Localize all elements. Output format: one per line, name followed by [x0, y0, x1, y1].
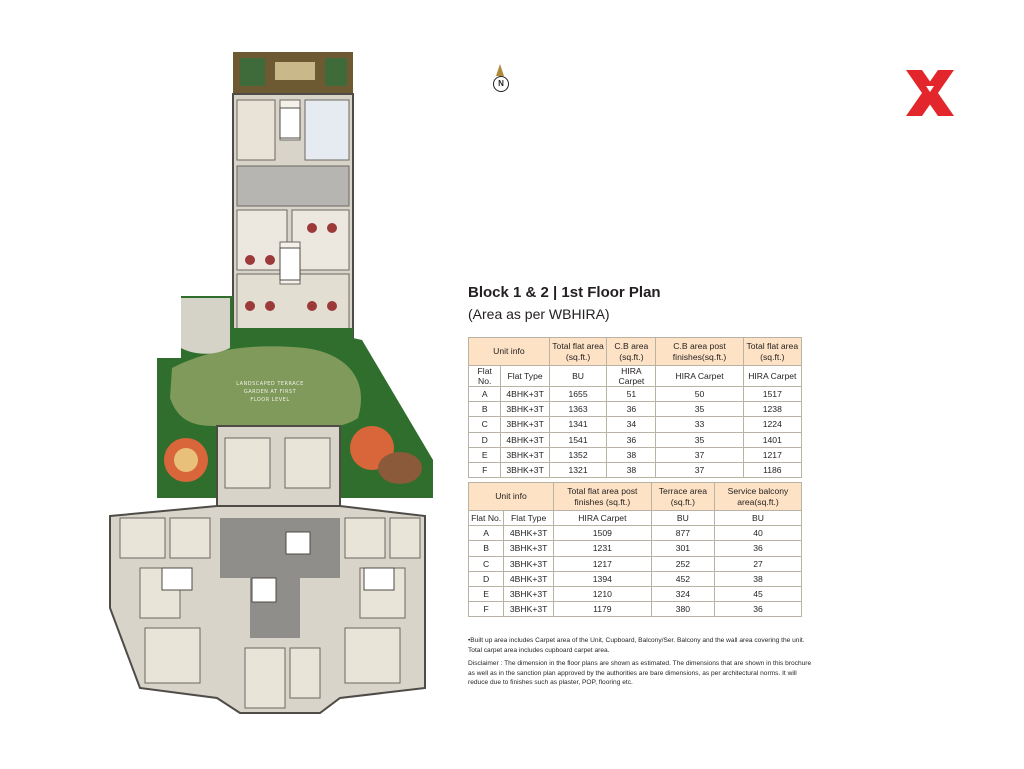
table-cell: 35 — [656, 432, 743, 447]
table-row — [469, 541, 802, 556]
subheader-cell: BU — [549, 366, 607, 387]
table-cell: 3BHK+3T — [501, 447, 549, 462]
table-cell: 3BHK+3T — [501, 417, 549, 432]
garden-label-line-1: LANDSCAPED TERRACE — [236, 381, 304, 387]
table-cell: 3BHK+3T — [504, 586, 554, 601]
table-cell: F — [469, 462, 501, 477]
table-cell: 1238 — [743, 402, 801, 417]
table-row — [469, 402, 802, 417]
total-flat-area-carpet-header: Total flat area (sq.ft.) — [743, 338, 801, 366]
table-cell: C — [469, 417, 501, 432]
table-cell: 877 — [651, 526, 714, 541]
table-cell: 40 — [715, 526, 802, 541]
table-cell: 1321 — [549, 462, 607, 477]
table-cell: 452 — [651, 571, 714, 586]
table-cell: 36 — [715, 602, 802, 617]
table-cell: 1217 — [553, 556, 651, 571]
total-flat-area-header: Total flat area (sq.ft.) — [549, 338, 607, 366]
table-cell: 3BHK+3T — [504, 541, 554, 556]
table-cell: D — [469, 571, 504, 586]
table-cell: 1341 — [549, 417, 607, 432]
subheader-cell: HIRA Carpet — [743, 366, 801, 387]
table-cell: B — [469, 402, 501, 417]
table-cell: 4BHK+3T — [504, 571, 554, 586]
unit-info-header: Unit info — [469, 338, 550, 366]
table-cell: 36 — [607, 402, 656, 417]
table-cell: 301 — [651, 541, 714, 556]
table-cell: 1655 — [549, 387, 607, 402]
subheader-cell: Flat Type — [501, 366, 549, 387]
table-row — [469, 432, 802, 447]
floor-plan-illustration — [100, 48, 445, 718]
area-table-1 — [468, 337, 802, 478]
disclaimer-note: Disclaimer : The dimension in the floor plans are shown as estimated. The dimensions that are shown in this brochure as well as in the sanction plan approved by the authorities are bare dimensions, as per architectural norms. It will reduce due to finishes such as plaster, POP, flooring etc. — [468, 660, 812, 687]
terrace-area-header: Terrace area (sq.ft.) — [651, 483, 714, 511]
area-table-2 — [468, 482, 802, 617]
table-row — [469, 447, 802, 462]
table-cell: D — [469, 432, 501, 447]
table-cell: 1217 — [743, 447, 801, 462]
table-row — [469, 526, 802, 541]
table-1-body — [469, 366, 802, 478]
table-row — [469, 417, 802, 432]
table-cell: 37 — [656, 462, 743, 477]
table-cell: A — [469, 526, 504, 541]
table-cell: 36 — [607, 432, 656, 447]
subheader-cell: HIRA Carpet — [656, 366, 743, 387]
table-cell: 4BHK+3T — [501, 432, 549, 447]
table-row — [469, 387, 802, 402]
table-cell: 380 — [651, 602, 714, 617]
service-balcony-header: Service balcony area(sq.ft.) — [715, 483, 802, 511]
table-cell: 324 — [651, 586, 714, 601]
table-row — [469, 602, 802, 617]
subheader-cell: HIRA Carpet — [607, 366, 656, 387]
table-cell: 38 — [607, 462, 656, 477]
table-cell: 37 — [656, 447, 743, 462]
subheader-cell: HIRA Carpet — [553, 511, 651, 526]
table-cell: 27 — [715, 556, 802, 571]
table-row — [469, 462, 802, 477]
table-cell: 4BHK+3T — [504, 526, 554, 541]
table-cell: 38 — [607, 447, 656, 462]
table-cell: 252 — [651, 556, 714, 571]
table-cell: 38 — [715, 571, 802, 586]
table-cell: 1363 — [549, 402, 607, 417]
subheader-cell: Flat Type — [504, 511, 554, 526]
table-cell: 50 — [656, 387, 743, 402]
table-cell: 1179 — [553, 602, 651, 617]
cb-area-post-header: C.B area post finishes(sq.ft.) — [656, 338, 743, 366]
table-cell: 1224 — [743, 417, 801, 432]
table-2-body — [469, 511, 802, 617]
table-cell: 3BHK+3T — [504, 602, 554, 617]
plan-subtitle: (Area as per WBHIRA) — [468, 306, 610, 322]
subheader-cell: BU — [651, 511, 714, 526]
builtup-note: •Built up area includes Carpet area of the Unit, Cupboard, Balcony/Ser. Balcony and the wall area covering the unit. Total carpet area includes cupboard carpet area. — [468, 637, 805, 654]
table-cell: 45 — [715, 586, 802, 601]
table-cell: 35 — [656, 402, 743, 417]
table-cell: 33 — [656, 417, 743, 432]
unit-info-header: Unit info — [469, 483, 554, 511]
table-row — [469, 571, 802, 586]
subheader-cell: Flat No. — [469, 511, 504, 526]
table-cell: F — [469, 602, 504, 617]
table-cell: 36 — [715, 541, 802, 556]
table-cell: 1186 — [743, 462, 801, 477]
table-cell: A — [469, 387, 501, 402]
table-row — [469, 586, 802, 601]
total-flat-area-post-finishes-header: Total flat area post finishes (sq.ft.) — [553, 483, 651, 511]
notes — [468, 636, 818, 692]
table-cell: 3BHK+3T — [501, 462, 549, 477]
north-compass — [490, 64, 512, 96]
plan-title: Block 1 & 2 | 1st Floor Plan — [468, 284, 661, 301]
table-cell: B — [469, 541, 504, 556]
subheader-row — [469, 366, 802, 387]
table-cell: E — [469, 586, 504, 601]
table-cell: C — [469, 556, 504, 571]
table-cell: 1517 — [743, 387, 801, 402]
table-cell: 1401 — [743, 432, 801, 447]
table-cell: 51 — [607, 387, 656, 402]
north-arrow-icon — [496, 64, 504, 76]
table-cell: 1231 — [553, 541, 651, 556]
red-x-logo — [904, 68, 956, 118]
table-row — [469, 556, 802, 571]
garden-label-line-2: GARDEN AT FIRST — [243, 389, 297, 395]
table-cell: 1352 — [549, 447, 607, 462]
cb-area-header: C.B area (sq.ft.) — [607, 338, 656, 366]
table-cell: 1394 — [553, 571, 651, 586]
table-cell: 34 — [607, 417, 656, 432]
subheader-row — [469, 511, 802, 526]
table-cell: 4BHK+3T — [501, 387, 549, 402]
table-cell: 3BHK+3T — [501, 402, 549, 417]
subheader-cell: Flat No. — [469, 366, 501, 387]
table-cell: 1210 — [553, 586, 651, 601]
subheader-cell: BU — [715, 511, 802, 526]
garden-label-line-3: FLOOR LEVEL — [250, 397, 290, 403]
north-letter: N — [493, 76, 509, 92]
table-cell: 1509 — [553, 526, 651, 541]
table-cell: 3BHK+3T — [504, 556, 554, 571]
table-cell: 1541 — [549, 432, 607, 447]
table-cell: E — [469, 447, 501, 462]
